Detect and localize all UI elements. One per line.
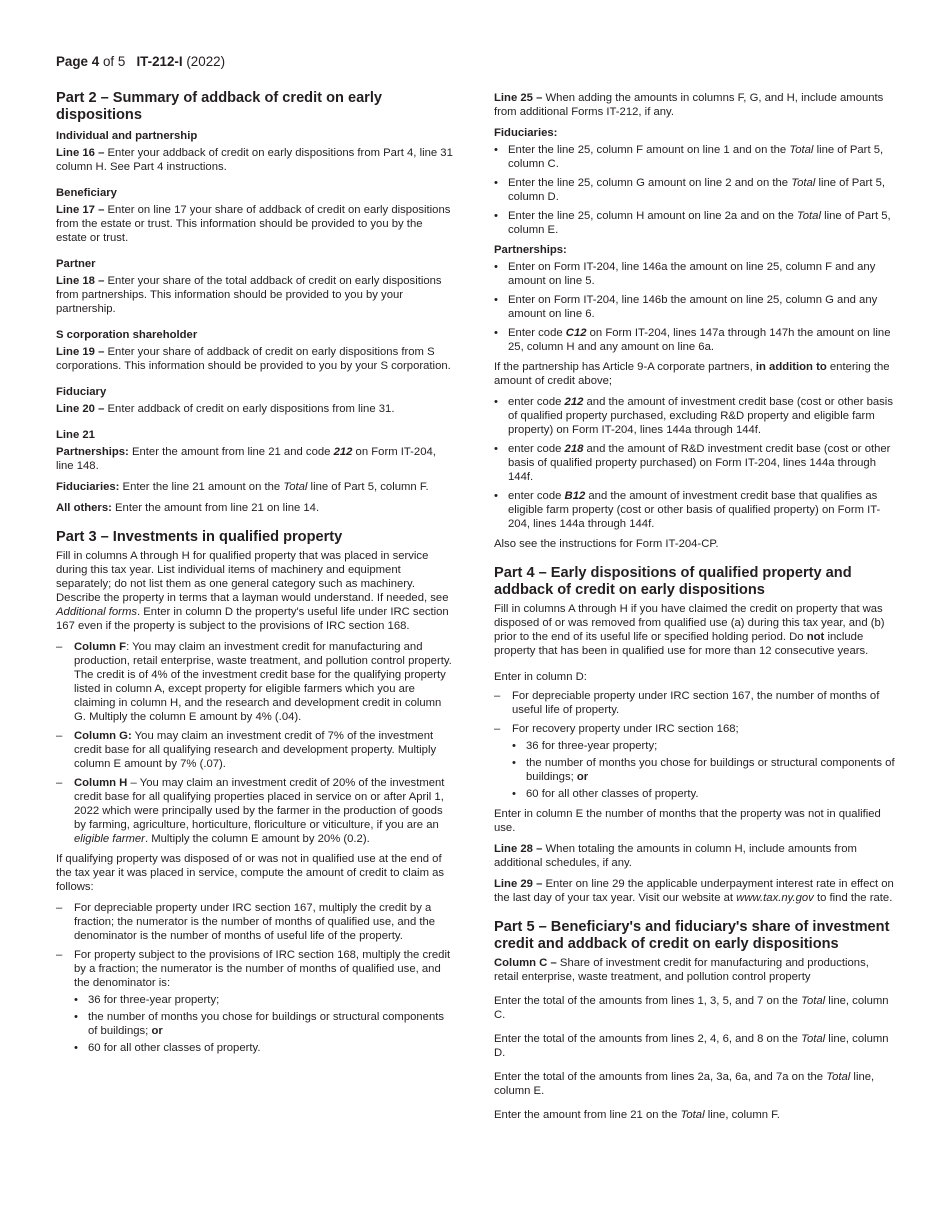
- right-column: [494, 91, 896, 1129]
- left-column: [56, 90, 456, 1061]
- article-9a-text: If the partnership has Article 9-A corporate partners, in addition to entering the amount of credit above;: [494, 361, 890, 387]
- list-item: – Column F: You may claim an investment credit for manufacturing and production, retail enterprise, waste treatment, and pollution control property. The credit is of 4% of the investment credit base for the qualifying property listed in column A, except property for eligible farmers which you are claiming in column H, and the research and development credit in column G. Multiply the column E amount by 4% (.04).: [56, 640, 456, 724]
- disposed-intro: If qualifying property was disposed of or was not in qualified use at the end of the tax year it was placed in service, compute the amount of credit to claim as follows:: [56, 853, 445, 893]
- sub-list: [512, 739, 896, 801]
- list-item: • Enter the line 25, column H amount on line 2a and on the Total line of Part 5, column E.: [494, 209, 896, 237]
- part3-title: Part 3 – Investments in qualified property: [56, 529, 343, 545]
- line21-fiduciaries: Fiduciaries: Enter the line 21 amount on the Total line of Part 5, column F.: [56, 481, 429, 493]
- list-item: – Column G: You may claim an investment credit of 7% of the investment credit base for all qualifying research and development property. Multiply column E amount by 7% (.07).: [56, 729, 456, 771]
- part4-intro: Fill in columns A through H if you have claimed the credit on property that was disposed of or was removed from qualified use (a) during this tax year, and (b) prior to the end of its useful life or specified holding period. Do not include property that has been in qualified use for more than 12 consecutive years.: [494, 603, 885, 657]
- line25-text: Line 25 – When adding the amounts in columns F, G, and H, include amounts from additional Forms IT-212, if any.: [494, 92, 884, 118]
- beneficiary-heading: Beneficiary: [56, 187, 117, 199]
- list-item: • enter code 212 and the amount of investment credit base (cost or other basis of qualified property purchased, excluding R&D property and eligible farm property) on Form IT-204, lines 144a through 144f.: [494, 395, 896, 437]
- page-header: [56, 54, 225, 69]
- disposed-list: [56, 901, 456, 1055]
- page-count: of 5: [102, 54, 126, 69]
- line20-text: Line 20 – Enter addback of credit on early dispositions from line 31.: [56, 403, 395, 415]
- list-item: • 60 for all other classes of property.: [512, 787, 896, 801]
- partnerships-list: [494, 260, 896, 354]
- list-item: – Column H – You may claim an investment credit of 20% of the investment credit base for all qualifying properties placed in service on or after April 1, 2022 which were principally used by the farmer in the production of goods by farming, agriculture, horticulture, floriculture or viticulture, if you are an eligible farmer. Multiply the column E amount by 20% (0.2).: [56, 776, 456, 846]
- sub-list: [74, 993, 456, 1055]
- partner-heading: Partner: [56, 258, 96, 270]
- list-item: – For depreciable property under IRC section 167, the number of months of useful life of property.: [494, 689, 896, 717]
- list-item: • Enter on Form IT-204, line 146a the amount on line 25, column F and any amount on line 5.: [494, 260, 896, 288]
- line21-partnerships: Partnerships: Enter the amount from line 21 and code 212 on Form IT-204, line 148.: [56, 446, 436, 472]
- line17-text: Line 17 – Enter on line 17 your share of addback of credit on early dispositions from the estate or trust. This information should be provided to you by the estate or trust.: [56, 204, 451, 244]
- line18-text: Line 18 – Enter your share of the total addback of credit on early dispositions from partnerships. This information should be provided to you by your partnership.: [56, 275, 442, 315]
- article-9a-list: [494, 395, 896, 531]
- column-e-text: Enter in column E the number of months that the property was not in qualified use.: [494, 808, 881, 834]
- line16-text: Line 16 – Enter your addback of credit on early dispositions from Part 4, line 31 column H. See Part 4 instructions.: [56, 147, 453, 173]
- list-item: • Enter the line 25, column G amount on line 2 and on the Total line of Part 5, column D.: [494, 176, 896, 204]
- line28-text: Line 28 – When totaling the amounts in column H, include amounts from additional schedules, if any.: [494, 843, 857, 869]
- partnerships-heading: Partnerships:: [494, 244, 567, 256]
- line19-text: Line 19 – Enter your share of addback of credit on early dispositions from S corporations. This information should be provided to you by your S corporation.: [56, 346, 451, 372]
- line21-all-others: All others: Enter the amount from line 21 on line 14.: [56, 502, 320, 514]
- part5-title: Part 5 – Beneficiary's and fiduciary's share of investment credit and addback of credit on early dispositions: [494, 919, 890, 952]
- page-label: Page: [56, 54, 89, 69]
- fiduciaries-list: [494, 143, 896, 237]
- part3-column-list: [56, 640, 456, 846]
- s-corp-heading: S corporation shareholder: [56, 329, 198, 341]
- list-item: • Enter the line 25, column F amount on line 1 and on the Total line of Part 5, column C.: [494, 143, 896, 171]
- line21-heading: Line 21: [56, 429, 95, 441]
- list-item: • Enter code C12 on Form IT-204, lines 147a through 147h the amount on line 25, column H and any amount on line 6a.: [494, 326, 896, 354]
- list-item: • 36 for three-year property;: [74, 993, 456, 1007]
- page-number: 4: [91, 54, 100, 69]
- total-d-text: Enter the total of the amounts from lines 2, 4, 6, and 8 on the Total line, column D.: [494, 1033, 889, 1059]
- part4-title: Part 4 – Early dispositions of qualified property and addback of credit on early dispositions: [494, 565, 852, 598]
- list-item: – For recovery property under IRC section 168; • 36 for three-year property; • the number of months you chose for buildings or structural components of buildings; or • 60 for all other classes of property.: [494, 722, 896, 801]
- list-item: • enter code 218 and the amount of R&D investment credit base (cost or other basis of qualified property purchased) on Form IT-204, lines 144a through 144f.: [494, 442, 896, 484]
- part2-title: Part 2 – Summary of addback of credit on early dispositions: [56, 90, 383, 123]
- list-item: – For depreciable property under IRC section 167, multiply the credit by a fraction; the numerator is the number of months of qualified use, and the denominator is the number of months of useful life of the property.: [56, 901, 456, 943]
- part3-intro: Fill in columns A through H for qualified property that was placed in service during this tax year. List individual items of machinery and equipment separately; do not list them as one general category such as machinery. Describe the property in terms that a layman would understand. If needed, see Additional forms. Enter in column D the property's useful life under IRC section 167 even if the property is subject to the provisions of IRC section 168.: [56, 550, 449, 632]
- line29-text: Line 29 – Enter on line 29 the applicable underpayment interest rate in effect on the last day of your tax year. Visit our website at www.tax.ny.gov to find the rate.: [494, 878, 894, 904]
- column-d-list: [494, 689, 896, 801]
- list-item: • enter code B12 and the amount of investment credit base that qualifies as eligible farm property (cost or other basis of qualified property) on Form IT-204, lines 144a through 144f.: [494, 489, 896, 531]
- also-see-text: Also see the instructions for Form IT-204-CP.: [494, 538, 719, 550]
- fiduciaries-heading: Fiduciaries:: [494, 127, 558, 139]
- list-item: • 36 for three-year property;: [512, 739, 896, 753]
- list-item: • 60 for all other classes of property.: [74, 1041, 456, 1055]
- total-e-text: Enter the total of the amounts from lines 2a, 3a, 6a, and 7a on the Total line, column E.: [494, 1071, 875, 1097]
- column-d-text: Enter in column D:: [494, 671, 587, 683]
- list-item: • Enter on Form IT-204, line 146b the amount on line 25, column G and any amount on line 6.: [494, 293, 896, 321]
- fiduciary-heading: Fiduciary: [56, 386, 107, 398]
- individual-partnership-heading: Individual and partnership: [56, 130, 198, 142]
- form-year: (2022): [186, 54, 226, 69]
- list-item: • the number of months you chose for buildings or structural components of buildings; or: [74, 1010, 456, 1038]
- list-item: – For property subject to the provisions of IRC section 168, multiply the credit by a fraction; the numerator is the number of months of qualified use, and the denominator is: • 36 for three-year property; • the number of months you chose for buildings or structural components of buildings; or • 60 for all other classes of property.: [56, 948, 456, 1055]
- total-c-text: Enter the total of the amounts from lines 1, 3, 5, and 7 on the Total line, column C.: [494, 995, 889, 1021]
- form-number: IT-212-I: [136, 54, 183, 69]
- column-c-text: Column C – Share of investment credit for manufacturing and productions, retail enterprise, waste treatment, and pollution control property: [494, 957, 869, 983]
- list-item: • the number of months you chose for buildings or structural components of buildings; or: [512, 756, 896, 784]
- total-f-text: Enter the amount from line 21 on the Total line, column F.: [494, 1109, 780, 1121]
